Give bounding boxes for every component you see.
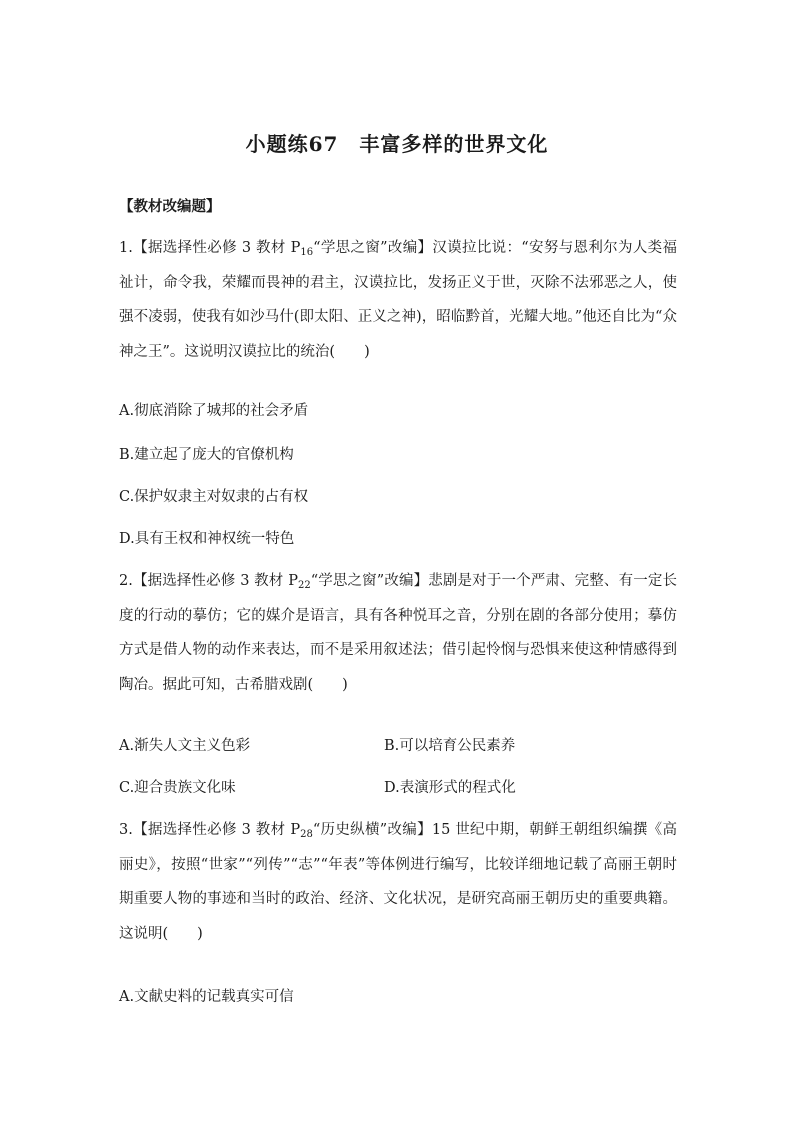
question-3-page-subscript: 28 [300,829,313,840]
question-2-stem-start: 2.【据选择性必修 3 教材 P [119,573,298,589]
question-1-option-c: C.保护奴隶主对奴隶的占有权 [119,489,309,505]
question-2-option-d: D.表演形式的程式化 [384,780,516,796]
question-1-option-b: B.建立起了庞大的官僚机构 [119,447,294,463]
question-2-option-c: C.迎合贵族文化味 [119,780,236,796]
question-2-stem-rest: “学思之窗”改编】悲剧是对于一个严肃、完整、有一定长度的行动的摹仿；它的媒介是语言，具有各种悦耳之音，分别在剧的各部分使用；摹仿方式是借人物的动作来表达，而不是采用叙述法；借引起怜悯与恐惧来使这种情感得到陶冶。据此可知，古希腊戏剧( ) [119,573,677,693]
question-3-stem-start: 3.【据选择性必修 3 教材 P [119,822,301,838]
question-2-option-b: B.可以培育公民素养 [384,738,516,754]
question-1-option-d: D.具有王权和神权统一特色 [119,531,295,547]
question-2-option-a: A.渐失人文主义色彩 [119,738,251,754]
section-heading: 【教材改编题】 [119,198,221,215]
question-1-stem-rest: “学思之窗”改编】汉谟拉比说：“安努与恩利尔为人类福祉计，命令我，荣耀而畏神的君主，汉谟拉比，发扬正义于世，灭除不法邪恶之人，使强不凌弱，使我有如沙马什(即太阳、正义之神)，昭临黔首，光耀大地。”他还自比为“众神之王”。这说明汉谟拉比的统治( ) [119,240,677,360]
question-2-page-subscript: 22 [297,580,311,591]
question-2-stem [119,564,677,702]
question-1-option-a: A.彻底消除了城邦的社会矛盾 [119,403,309,419]
page-title: 小题练67 丰富多样的世界文化 [245,132,549,156]
question-3-stem [119,813,677,951]
question-1-stem-start: 1.【据选择性必修 3 教材 P [119,240,301,256]
question-1-page-subscript: 16 [300,247,314,258]
question-3-stem-rest: “历史纵横”改编】15 世纪中期，朝鲜王朝组织编撰《高丽史》，按照“世家”“列传”“志”“年表”等体例进行编写，比较详细地记载了高丽王朝时期重要人物的事迹和当时的政治、经济、文化状况，是研究高丽王朝历史的重要典籍。这说明( ) [119,822,677,942]
question-1-stem [119,231,677,369]
question-3-option-a: A.文献史料的记载真实可信 [119,989,294,1005]
